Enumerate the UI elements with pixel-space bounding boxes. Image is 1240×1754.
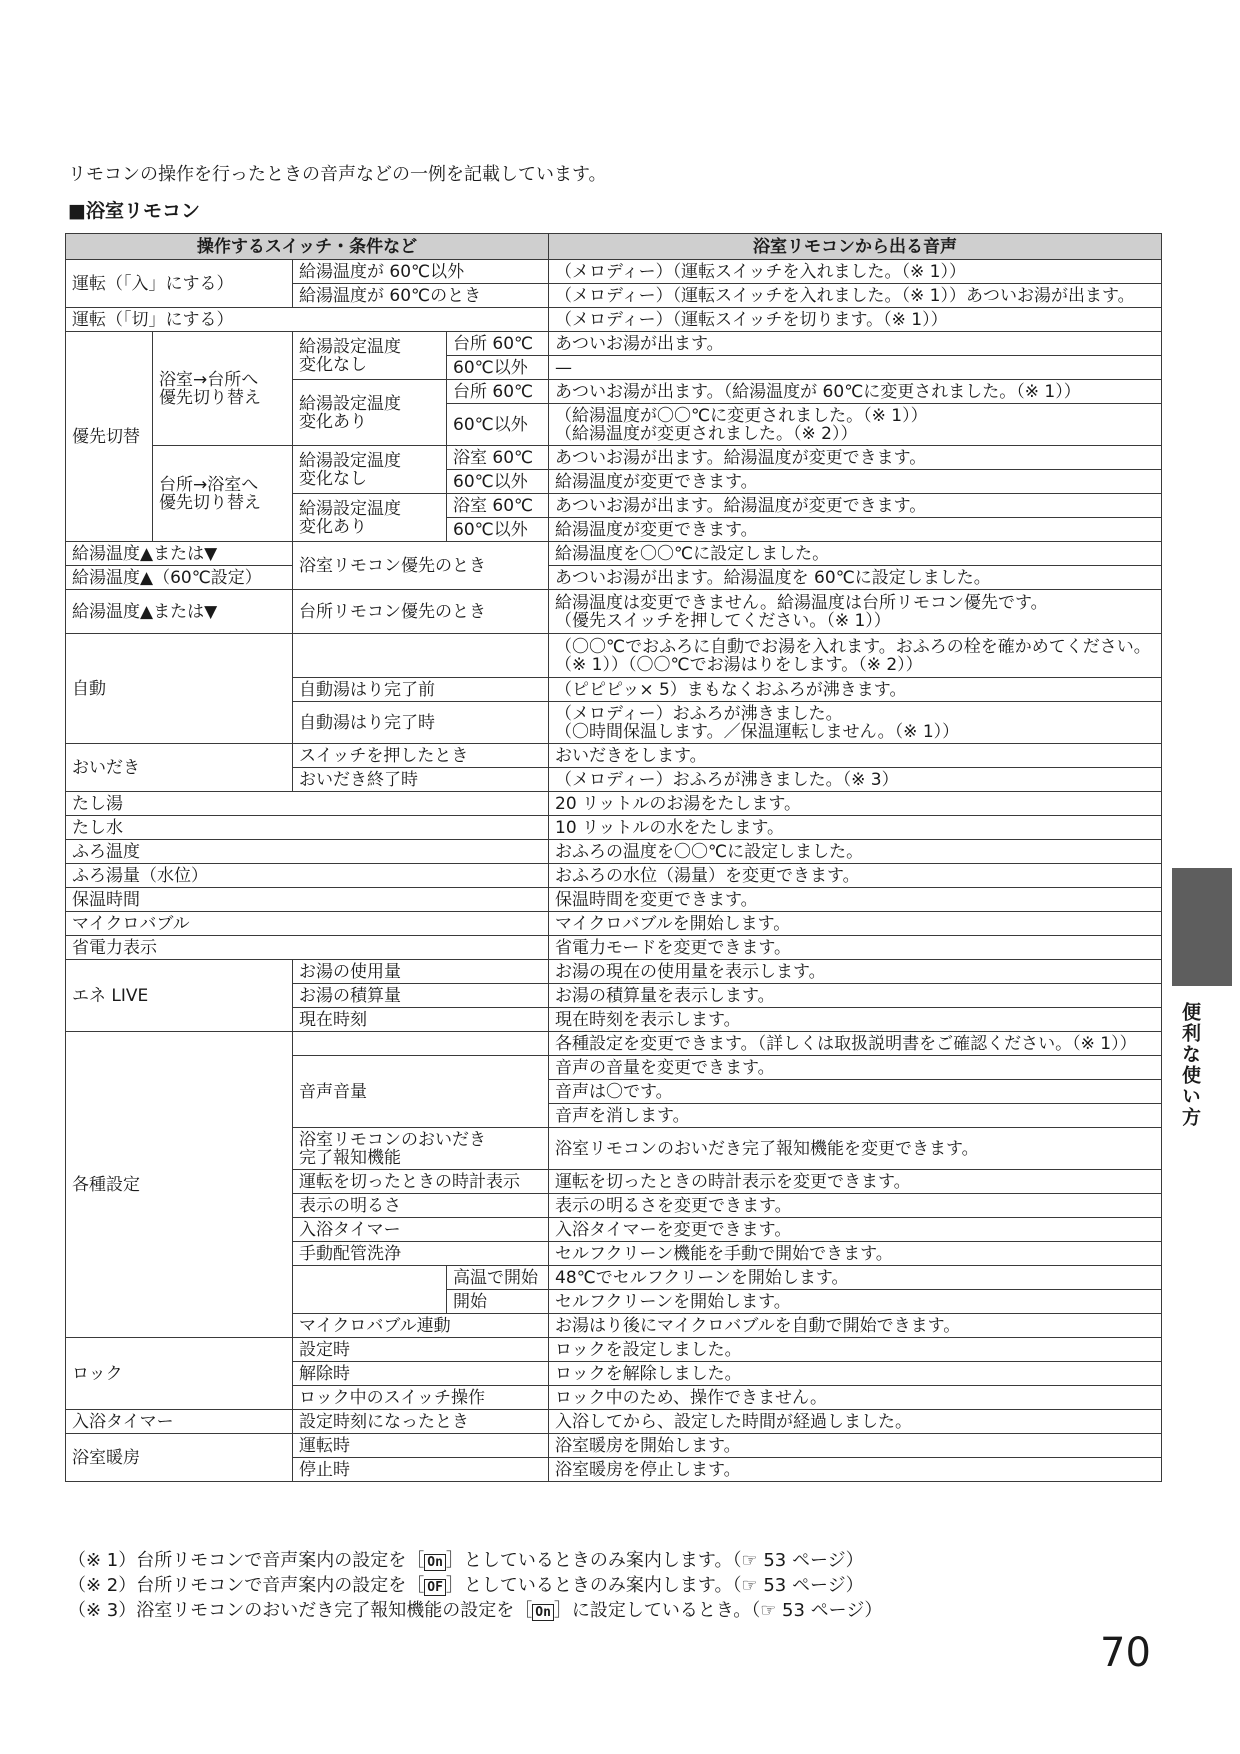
voice-text: （メロディー）おふろが沸きました。（※ 3） xyxy=(549,768,1162,792)
voice-text: ロックを設定しました。 xyxy=(549,1338,1162,1362)
cond-main: たし水 xyxy=(66,816,549,840)
cond-sub: 手動配管洗浄 xyxy=(293,1242,549,1266)
cond-sub: 浴室リモコン優先のとき xyxy=(293,542,549,590)
cond-value: 台所 60℃ xyxy=(447,380,549,404)
cond-value: 浴室 60℃ xyxy=(447,446,549,470)
voice-text: お湯の積算量を表示します。 xyxy=(549,984,1162,1008)
voice-text: お湯の現在の使用量を表示します。 xyxy=(549,960,1162,984)
cond-value: 60℃以外 xyxy=(447,404,549,446)
cond-sub: おいだき終了時 xyxy=(293,768,549,792)
voice-text: おふろの水位（湯量）を変更できます。 xyxy=(549,864,1162,888)
voice-text: セルフクリーン機能を手動で開始できます。 xyxy=(549,1242,1162,1266)
voice-text: あついお湯が出ます。給湯温度を 60℃に設定しました。 xyxy=(549,566,1162,590)
table-row xyxy=(66,542,1162,566)
voice-text: 浴室暖房を開始します。 xyxy=(549,1434,1162,1458)
cond-sub xyxy=(293,634,549,678)
table-row xyxy=(66,590,1162,634)
cond-main: たし湯 xyxy=(66,792,549,816)
cond-sub: 現在時刻 xyxy=(293,1008,549,1032)
cond-detail: 給湯設定温度 変化なし xyxy=(293,446,447,494)
cond-value: 60℃以外 xyxy=(447,470,549,494)
cond-sub: 運転を切ったときの時計表示 xyxy=(293,1170,549,1194)
table-row xyxy=(66,744,1162,768)
voice-text: （メロディー）（運転スイッチを切ります。（※ 1）） xyxy=(549,308,1162,332)
cond-sub: 浴室リモコンのおいだき 完了報知機能 xyxy=(293,1128,549,1170)
cond-main: 各種設定 xyxy=(66,1032,293,1338)
voice-text: （給湯温度が〇〇℃に変更されました。（※ 1）） （給湯温度が変更されました。（※ 2）） xyxy=(549,404,1162,446)
page-number: 70 xyxy=(1100,1630,1151,1676)
table-row xyxy=(66,960,1162,984)
cond-main: 優先切替 xyxy=(66,332,153,542)
voice-text: あついお湯が出ます。給湯温度が変更できます。 xyxy=(549,446,1162,470)
voice-guide-table xyxy=(65,233,1162,1482)
display-code: On xyxy=(424,1554,446,1571)
cond-detail: 給湯設定温度 変化あり xyxy=(293,380,447,446)
cond-value: 高温で開始 xyxy=(447,1266,549,1290)
table-row xyxy=(66,816,1162,840)
cond-sub: 表示の明るさ xyxy=(293,1194,549,1218)
table-row xyxy=(66,260,1162,284)
voice-text: 音声は〇です。 xyxy=(549,1080,1162,1104)
intro-text: リモコンの操作を行ったときの音声などの一例を記載しています。 xyxy=(68,164,607,185)
chapter-label: 便利な使い方 xyxy=(1179,1002,1201,1128)
voice-text: 浴室暖房を停止します。 xyxy=(549,1458,1162,1482)
cond-value: 60℃以外 xyxy=(447,518,549,542)
voice-text: 浴室リモコンのおいだき完了報知機能を変更できます。 xyxy=(549,1128,1162,1170)
table-row xyxy=(66,864,1162,888)
table-header-row xyxy=(66,234,1162,260)
cond-main: エネ LIVE xyxy=(66,960,293,1032)
table-row xyxy=(66,446,1162,470)
cond-sub: 浴室→台所へ 優先切り替え xyxy=(153,332,293,446)
chapter-tab xyxy=(1172,868,1232,986)
cond-sub: 設定時 xyxy=(293,1338,549,1362)
table-row xyxy=(66,634,1162,678)
table-row xyxy=(66,1410,1162,1434)
table-row xyxy=(66,1032,1162,1056)
table-row xyxy=(66,332,1162,356)
cond-main: おいだき xyxy=(66,744,293,792)
footnote-3: （※ 3）浴室リモコンのおいだき完了報知機能の設定を［ On ］に設定しているとき。（☞ 53 ページ） xyxy=(68,1600,883,1621)
cond-sub xyxy=(293,1032,549,1056)
cond-main: ふろ湯量（水位） xyxy=(66,864,549,888)
voice-text: 省電力モードを変更できます。 xyxy=(549,936,1162,960)
cond-spacer xyxy=(293,1266,447,1290)
cond-sub: 給湯温度が 60℃以外 xyxy=(293,260,549,284)
voice-text: 給湯温度を〇〇℃に設定しました。 xyxy=(549,542,1162,566)
cond-sub: 音声音量 xyxy=(293,1056,549,1128)
voice-text: 48℃でセルフクリーンを開始します。 xyxy=(549,1266,1162,1290)
voice-text: 入浴してから、設定した時間が経過しました。 xyxy=(549,1410,1162,1434)
voice-text: マイクロバブルを開始します。 xyxy=(549,912,1162,936)
voice-text: （メロディー）（運転スイッチを入れました。（※ 1）） xyxy=(549,260,1162,284)
voice-text: 給湯温度が変更できます。 xyxy=(549,470,1162,494)
cond-main: マイクロバブル xyxy=(66,912,549,936)
cond-main: 運転（「入」にする） xyxy=(66,260,293,308)
voice-text: （メロディー）おふろが沸きました。 （〇時間保温します。／保温運転しません。（※ 1）） xyxy=(549,702,1162,744)
cond-sub: 設定時刻になったとき xyxy=(293,1410,549,1434)
cond-sub: 台所リモコン優先のとき xyxy=(293,590,549,634)
voice-text: おいだきをします。 xyxy=(549,744,1162,768)
voice-text: 運転を切ったときの時計表示を変更できます。 xyxy=(549,1170,1162,1194)
voice-text: ロックを解除しました。 xyxy=(549,1362,1162,1386)
table-row xyxy=(66,912,1162,936)
cond-main: 入浴タイマー xyxy=(66,1410,293,1434)
cond-value: 台所 60℃ xyxy=(447,332,549,356)
voice-text: 音声を消します。 xyxy=(549,1104,1162,1128)
voice-text: 10 リットルの水をたします。 xyxy=(549,816,1162,840)
cond-main: 給湯温度▲または▼ xyxy=(66,542,293,566)
cond-sub: スイッチを押したとき xyxy=(293,744,549,768)
voice-text: ロック中のため、操作できません。 xyxy=(549,1386,1162,1410)
voice-text: セルフクリーンを開始します。 xyxy=(549,1290,1162,1314)
table-row xyxy=(66,888,1162,912)
voice-text: 保温時間を変更できます。 xyxy=(549,888,1162,912)
display-code: On xyxy=(532,1604,554,1621)
cond-value: 開始 xyxy=(447,1290,549,1314)
voice-text: （ピピピッ× 5）まもなくおふろが沸きます。 xyxy=(549,678,1162,702)
cond-main: 保温時間 xyxy=(66,888,549,912)
cond-main: ふろ温度 xyxy=(66,840,549,864)
table-row xyxy=(66,792,1162,816)
cond-sub: 入浴タイマー xyxy=(293,1218,549,1242)
voice-text: — xyxy=(549,356,1162,380)
cond-main: 給湯温度▲または▼ xyxy=(66,590,293,634)
cond-sub: ロック中のスイッチ操作 xyxy=(293,1386,549,1410)
table-row xyxy=(66,566,1162,590)
table-row xyxy=(66,1434,1162,1458)
voice-text: あついお湯が出ます。給湯温度が変更できます。 xyxy=(549,494,1162,518)
cond-value: 浴室 60℃ xyxy=(447,494,549,518)
section-title: ■浴室リモコン xyxy=(68,200,200,222)
display-code: OF xyxy=(424,1579,446,1596)
header-conditions: 操作するスイッチ・条件など xyxy=(66,234,549,260)
voice-text: 給湯温度は変更できません。給湯温度は台所リモコン優先です。 （優先スイッチを押してください。（※ 1）） xyxy=(549,590,1162,634)
cond-sub: お湯の使用量 xyxy=(293,960,549,984)
voice-text: おふろの温度を〇〇℃に設定しました。 xyxy=(549,840,1162,864)
cond-sub: 解除時 xyxy=(293,1362,549,1386)
cond-main: 給湯温度▲（60℃設定） xyxy=(66,566,293,590)
cond-sub: 運転時 xyxy=(293,1434,549,1458)
cond-spacer xyxy=(293,1290,447,1314)
voice-text: （〇〇℃でおふろに自動でお湯を入れます。おふろの栓を確かめてください。 （※ 1））（〇〇℃でお湯はりをします。（※ 2）） xyxy=(549,634,1162,678)
cond-detail: 給湯設定温度 変化なし xyxy=(293,332,447,380)
voice-text: あついお湯が出ます。 xyxy=(549,332,1162,356)
voice-text: （メロディー）（運転スイッチを入れました。（※ 1））あついお湯が出ます。 xyxy=(549,284,1162,308)
cond-sub: マイクロバブル連動 xyxy=(293,1314,549,1338)
table-row xyxy=(66,936,1162,960)
voice-text: お湯はり後にマイクロバブルを自動で開始できます。 xyxy=(549,1314,1162,1338)
voice-text: 給湯温度が変更できます。 xyxy=(549,518,1162,542)
table-row xyxy=(66,1338,1162,1362)
cond-detail: 給湯設定温度 変化あり xyxy=(293,494,447,542)
voice-text: 20 リットルのお湯をたします。 xyxy=(549,792,1162,816)
cond-value: 60℃以外 xyxy=(447,356,549,380)
footnote-1: （※ 1）台所リモコンで音声案内の設定を［ On ］としているときのみ案内します。（☞ 53 ページ） xyxy=(68,1550,864,1571)
cond-sub: 自動湯はり完了時 xyxy=(293,702,549,744)
cond-sub: お湯の積算量 xyxy=(293,984,549,1008)
cond-sub: 停止時 xyxy=(293,1458,549,1482)
cond-sub: 台所→浴室へ 優先切り替え xyxy=(153,446,293,542)
table-row xyxy=(66,308,1162,332)
cond-main: ロック xyxy=(66,1338,293,1410)
voice-text: あついお湯が出ます。（給湯温度が 60℃に変更されました。（※ 1）） xyxy=(549,380,1162,404)
voice-text: 音声の音量を変更できます。 xyxy=(549,1056,1162,1080)
footnotes xyxy=(68,1548,882,1623)
voice-text: 表示の明るさを変更できます。 xyxy=(549,1194,1162,1218)
voice-text: 入浴タイマーを変更できます。 xyxy=(549,1218,1162,1242)
footnote-2: （※ 2）台所リモコンで音声案内の設定を［ OF ］としているときのみ案内します。（☞ 53 ページ） xyxy=(68,1575,864,1596)
cond-main: 運転（「切」にする） xyxy=(66,308,549,332)
cond-main: 省電力表示 xyxy=(66,936,549,960)
voice-text: 各種設定を変更できます。（詳しくは取扱説明書をご確認ください。（※ 1）） xyxy=(549,1032,1162,1056)
cond-main: 自動 xyxy=(66,634,293,744)
table-row xyxy=(66,840,1162,864)
header-voice: 浴室リモコンから出る音声 xyxy=(549,234,1162,260)
voice-text: 現在時刻を表示します。 xyxy=(549,1008,1162,1032)
cond-sub: 自動湯はり完了前 xyxy=(293,678,549,702)
cond-main: 浴室暖房 xyxy=(66,1434,293,1482)
cond-sub: 給湯温度が 60℃のとき xyxy=(293,284,549,308)
